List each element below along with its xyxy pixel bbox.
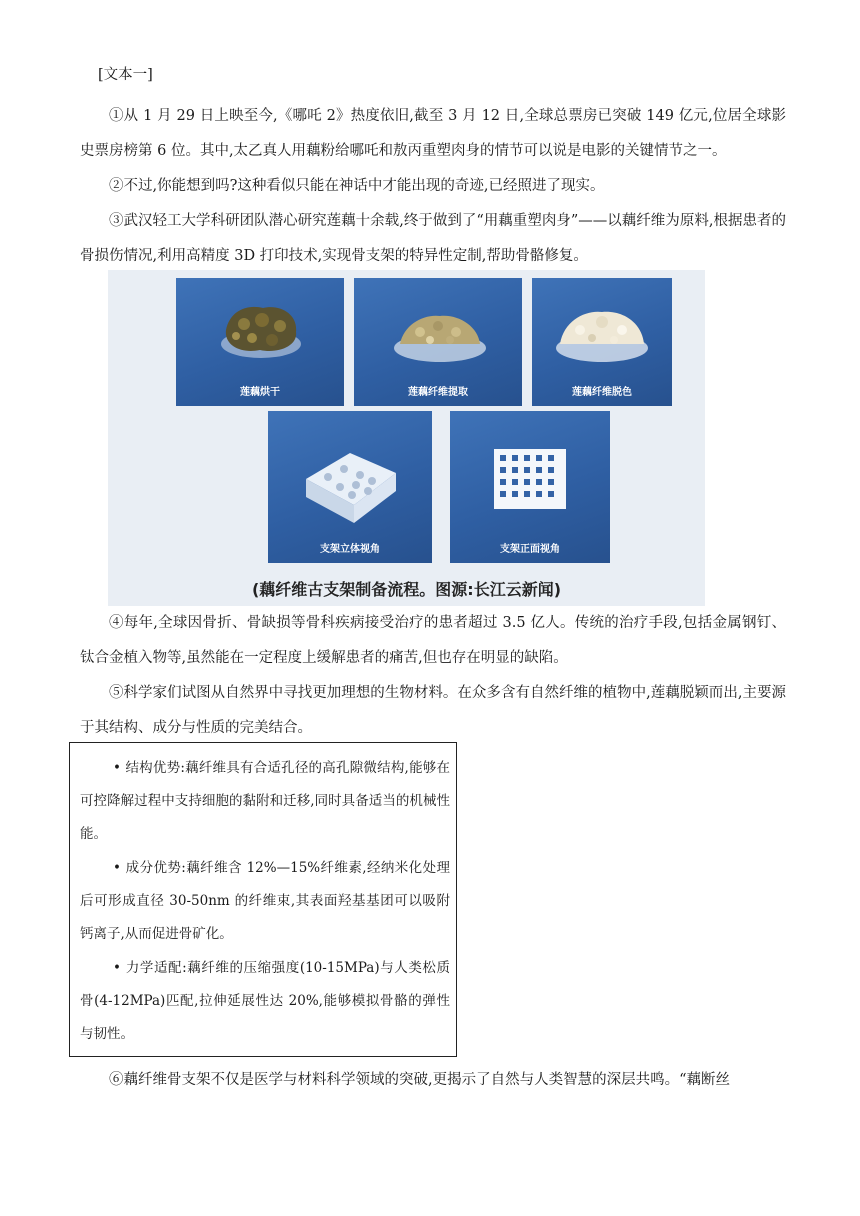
scaffold-front-image	[492, 447, 568, 511]
scaffold-3d-image	[298, 439, 402, 527]
paragraph-1: ①从 1 月 29 日上映至今,《哪吒 2》热度依旧,截至 3 月 12 日,全球总票房已突破 149 亿元,位居全球影史票房榜第 6 位。其中,太乙真人用藕粉给哪吒和敖丙重塑肉身的情节可以说是电影的关键情节之一。	[80, 108, 786, 159]
photo-label: 支架立体视角	[320, 544, 380, 555]
paragraph-6: ⑥藕纤维骨支架不仅是医学与材料科学领域的突破,更揭示了自然与人类智慧的深层共鸣。“藕断丝	[109, 1072, 731, 1088]
advantage-structure: • 结构优势:藕纤维具有合适孔径的高孔隙微结构,能够在可控降解过程中支持细胞的黏附和迁移,同时具备适当的机械性能。	[80, 760, 450, 842]
paragraph-3: ③武汉轻工大学科研团队潜心研究莲藕十余载,终于做到了“用藕重塑肉身”——以藕纤维为原料,根据患者的骨损伤情况,利用高精度 3D 打印技术,实现骨支架的特异性定制,帮助骨骼修复。	[80, 213, 786, 264]
photo-label: 莲藕纤维提取	[408, 387, 468, 398]
fiber-decolorization-image	[552, 302, 652, 366]
fiber-extraction-image	[390, 304, 490, 366]
advantage-composition: • 成分优势:藕纤维含 12%—15%纤维素,经纳米化处理后可形成直径 30-50nm 的纤维束,其表面羟基基团可以吸附钙离子,从而促进骨矿化。	[80, 860, 450, 942]
paragraph-2: ②不过,你能想到吗?这种看似只能在神话中才能出现的奇迹,已经照进了现实。	[109, 178, 605, 194]
photo-label: 莲藕烘干	[240, 387, 280, 398]
paragraph-5: ⑤科学家们试图从自然界中寻找更加理想的生物材料。在众多含有自然纤维的植物中,莲藕脱颖而出,主要源于其结构、成分与性质的完美结合。	[80, 685, 786, 736]
dried-lotus-image	[218, 300, 304, 366]
figure-caption: (藕纤维古支架制备流程。图源:长江云新闻)	[251, 580, 562, 599]
section-heading: [文本一]	[98, 67, 153, 83]
photo-scaffold-front-view	[450, 411, 610, 563]
photo-label: 支架正面视角	[500, 544, 560, 555]
photo-fiber-decolorization	[532, 278, 672, 406]
advantages-box	[69, 742, 457, 1057]
photo-lotus-drying	[176, 278, 344, 406]
photo-label: 莲藕纤维脱色	[572, 387, 632, 398]
advantage-mechanics: • 力学适配:藕纤维的压缩强度(10-15MPa)与人类松质骨(4-12MPa)匹配,拉伸延展性达 20%,能够模拟骨骼的弹性与韧性。	[80, 960, 450, 1042]
process-figure	[108, 270, 705, 606]
photo-scaffold-3d-view	[268, 411, 432, 563]
paragraph-4: ④每年,全球因骨折、骨缺损等骨科疾病接受治疗的患者超过 3.5 亿人。传统的治疗手段,包括金属钢钉、钛合金植入物等,虽然能在一定程度上缓解患者的痛苦,但也存在明显的缺陷。	[80, 615, 786, 666]
photo-fiber-extraction	[354, 278, 522, 406]
